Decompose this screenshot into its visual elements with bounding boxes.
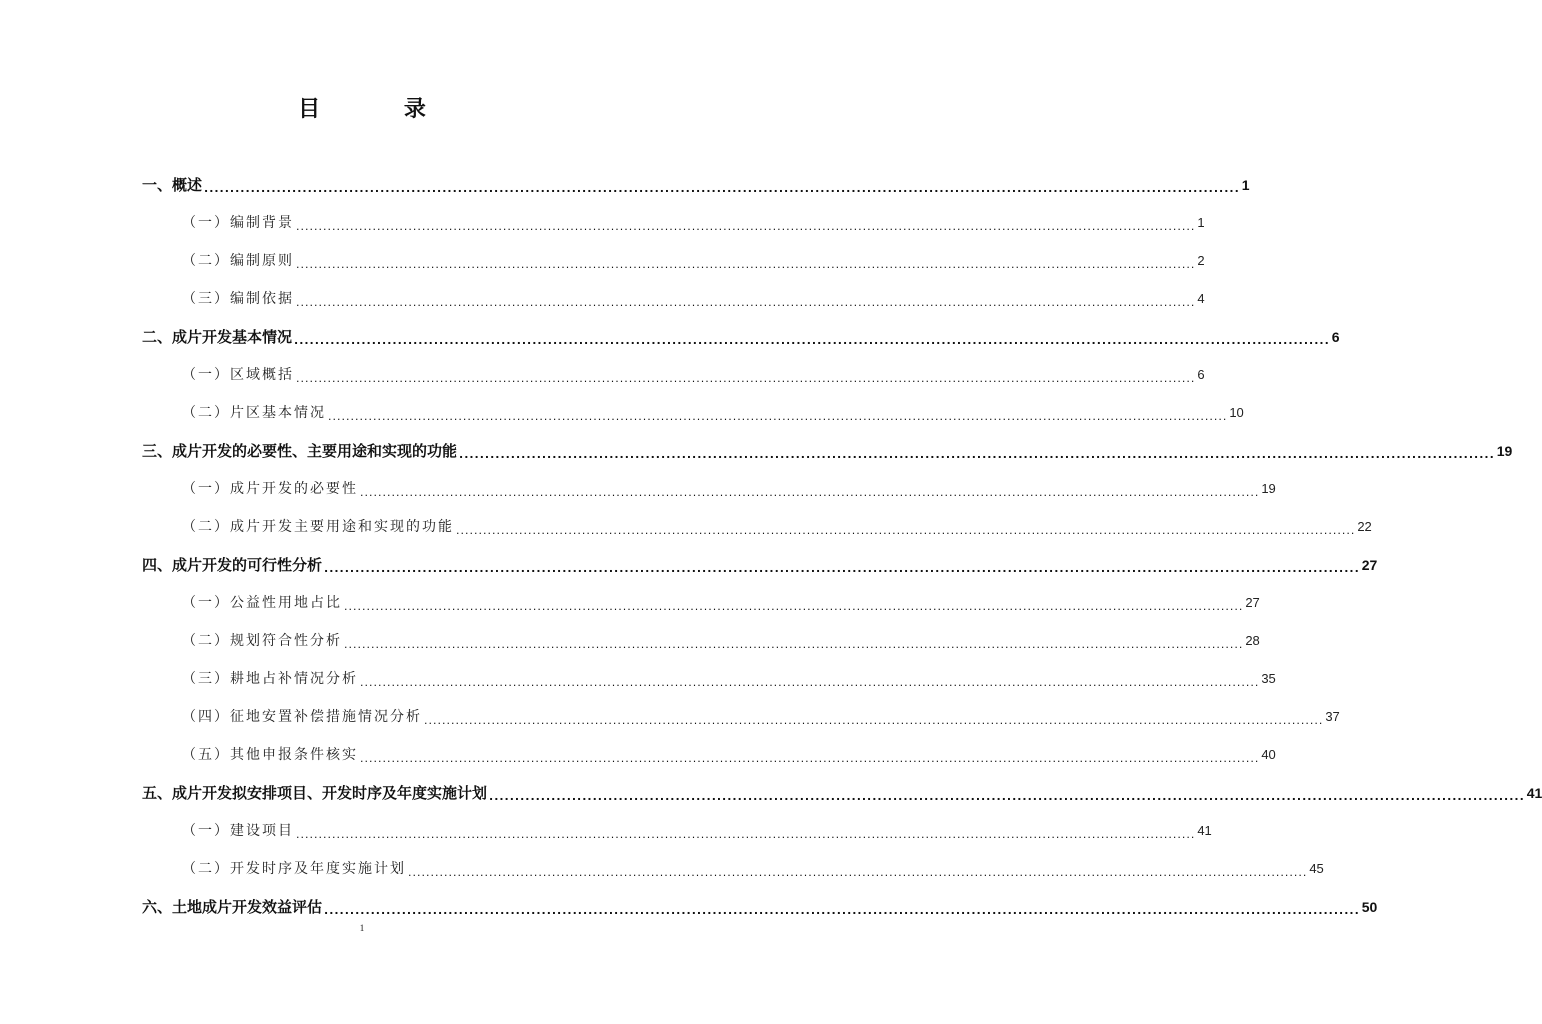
toc-leader-dots: ........................................................................................................................................................................................................ — [294, 334, 1330, 347]
toc-entry-label: （三）编制依据 — [182, 291, 294, 307]
toc-subsection-entry[interactable] — [142, 660, 1276, 698]
toc-entry-page-number: 40 — [1261, 747, 1276, 762]
toc-entry-label: 五、成片开发拟安排项目、开发时序及年度实施计划 — [142, 784, 488, 802]
toc-section-entry[interactable] — [142, 546, 1378, 584]
toc-subsection-entry[interactable] — [142, 698, 1340, 736]
toc-entry-label: （一）建设项目 — [182, 823, 294, 839]
toc-entry-page-number: 37 — [1325, 709, 1340, 724]
toc-subsection-entry[interactable] — [142, 242, 1205, 280]
toc-leader-dots: ........................................................................................................................................................................................................ — [456, 524, 1356, 537]
toc-entry-label: （二）开发时序及年度实施计划 — [182, 861, 406, 877]
toc-entry-label: （三）耕地占补情况分析 — [182, 671, 358, 687]
toc-entry-label: 二、成片开发基本情况 — [142, 328, 293, 346]
toc-entry-label: （二）片区基本情况 — [182, 405, 326, 421]
toc-entry-page-number: 19 — [1496, 443, 1513, 459]
toc-entry-page-number: 2 — [1197, 253, 1205, 268]
toc-entry-page-number: 1 — [1241, 177, 1250, 193]
toc-leader-dots: ........................................................................................................................................................................................................ — [296, 372, 1196, 385]
toc-leader-dots: ........................................................................................................................................................................................................ — [296, 828, 1196, 841]
toc-subsection-entry[interactable] — [142, 850, 1324, 888]
toc-entry-label: 三、成片开发的必要性、主要用途和实现的功能 — [142, 442, 458, 460]
toc-subsection-entry[interactable] — [142, 812, 1212, 850]
toc-section-entry[interactable] — [142, 166, 1250, 204]
toc-subsection-entry[interactable] — [142, 584, 1260, 622]
toc-entry-label: （五）其他申报条件核实 — [182, 747, 358, 763]
table-of-contents — [142, 166, 1542, 926]
page-number-footer: 1 — [359, 923, 365, 933]
toc-leader-dots: ........................................................................................................................................................................................................ — [459, 448, 1495, 461]
toc-entry-page-number: 41 — [1197, 823, 1212, 838]
toc-entry-label: （二）成片开发主要用途和实现的功能 — [182, 519, 454, 535]
toc-leader-dots: ........................................................................................................................................................................................................ — [489, 790, 1525, 803]
toc-entry-label: （一）区域概括 — [182, 367, 294, 383]
toc-subsection-entry[interactable] — [142, 736, 1276, 774]
toc-entry-label: （四）征地安置补偿措施情况分析 — [182, 709, 422, 725]
toc-entry-label: 一、概述 — [142, 176, 203, 194]
toc-entry-page-number: 27 — [1245, 595, 1260, 610]
toc-section-entry[interactable] — [142, 432, 1513, 470]
toc-section-entry[interactable] — [142, 318, 1340, 356]
toc-subsection-entry[interactable] — [142, 280, 1205, 318]
toc-leader-dots: ........................................................................................................................................................................................................ — [296, 220, 1196, 233]
toc-leader-dots: ........................................................................................................................................................................................................ — [328, 410, 1228, 423]
toc-leader-dots: ........................................................................................................................................................................................................ — [324, 904, 1360, 917]
toc-leader-dots: ........................................................................................................................................................................................................ — [360, 676, 1260, 689]
toc-leader-dots: ........................................................................................................................................................................................................ — [344, 638, 1244, 651]
toc-entry-label: （二）规划符合性分析 — [182, 633, 342, 649]
toc-entry-label: （一）编制背景 — [182, 215, 294, 231]
toc-leader-dots: ........................................................................................................................................................................................................ — [204, 182, 1240, 195]
toc-subsection-entry[interactable] — [142, 394, 1244, 432]
toc-entry-label: 四、成片开发的可行性分析 — [142, 556, 323, 574]
toc-entry-page-number: 10 — [1229, 405, 1244, 420]
toc-entry-page-number: 28 — [1245, 633, 1260, 648]
toc-leader-dots: ........................................................................................................................................................................................................ — [296, 258, 1196, 271]
toc-leader-dots: ........................................................................................................................................................................................................ — [324, 562, 1360, 575]
toc-leader-dots: ........................................................................................................................................................................................................ — [424, 714, 1324, 727]
toc-entry-label: （一）公益性用地占比 — [182, 595, 342, 611]
toc-leader-dots: ........................................................................................................................................................................................................ — [360, 752, 1260, 765]
toc-entry-page-number: 35 — [1261, 671, 1276, 686]
toc-entry-page-number: 4 — [1197, 291, 1205, 306]
toc-leader-dots: ........................................................................................................................................................................................................ — [360, 486, 1260, 499]
toc-section-entry[interactable] — [142, 774, 1542, 812]
toc-entry-page-number: 6 — [1331, 329, 1340, 345]
toc-subsection-entry[interactable] — [142, 622, 1260, 660]
toc-subsection-entry[interactable] — [142, 470, 1276, 508]
toc-entry-page-number: 45 — [1309, 861, 1324, 876]
toc-section-entry[interactable] — [142, 888, 1378, 926]
toc-subsection-entry[interactable] — [142, 356, 1205, 394]
toc-entry-label: （二）编制原则 — [182, 253, 294, 269]
toc-title: 目 录 — [298, 97, 464, 122]
toc-entry-page-number: 22 — [1357, 519, 1372, 534]
toc-entry-label: 六、土地成片开发效益评估 — [142, 898, 323, 916]
toc-entry-page-number: 50 — [1361, 899, 1378, 915]
toc-entry-page-number: 6 — [1197, 367, 1205, 382]
toc-leader-dots: ........................................................................................................................................................................................................ — [408, 866, 1308, 879]
toc-leader-dots: ........................................................................................................................................................................................................ — [344, 600, 1244, 613]
toc-entry-label: （一）成片开发的必要性 — [182, 481, 358, 497]
toc-entry-page-number: 41 — [1526, 785, 1542, 801]
toc-leader-dots: ........................................................................................................................................................................................................ — [296, 296, 1196, 309]
toc-subsection-entry[interactable] — [142, 508, 1372, 546]
toc-entry-page-number: 19 — [1261, 481, 1276, 496]
toc-entry-page-number: 27 — [1361, 557, 1378, 573]
toc-entry-page-number: 1 — [1197, 215, 1205, 230]
toc-subsection-entry[interactable] — [142, 204, 1205, 242]
